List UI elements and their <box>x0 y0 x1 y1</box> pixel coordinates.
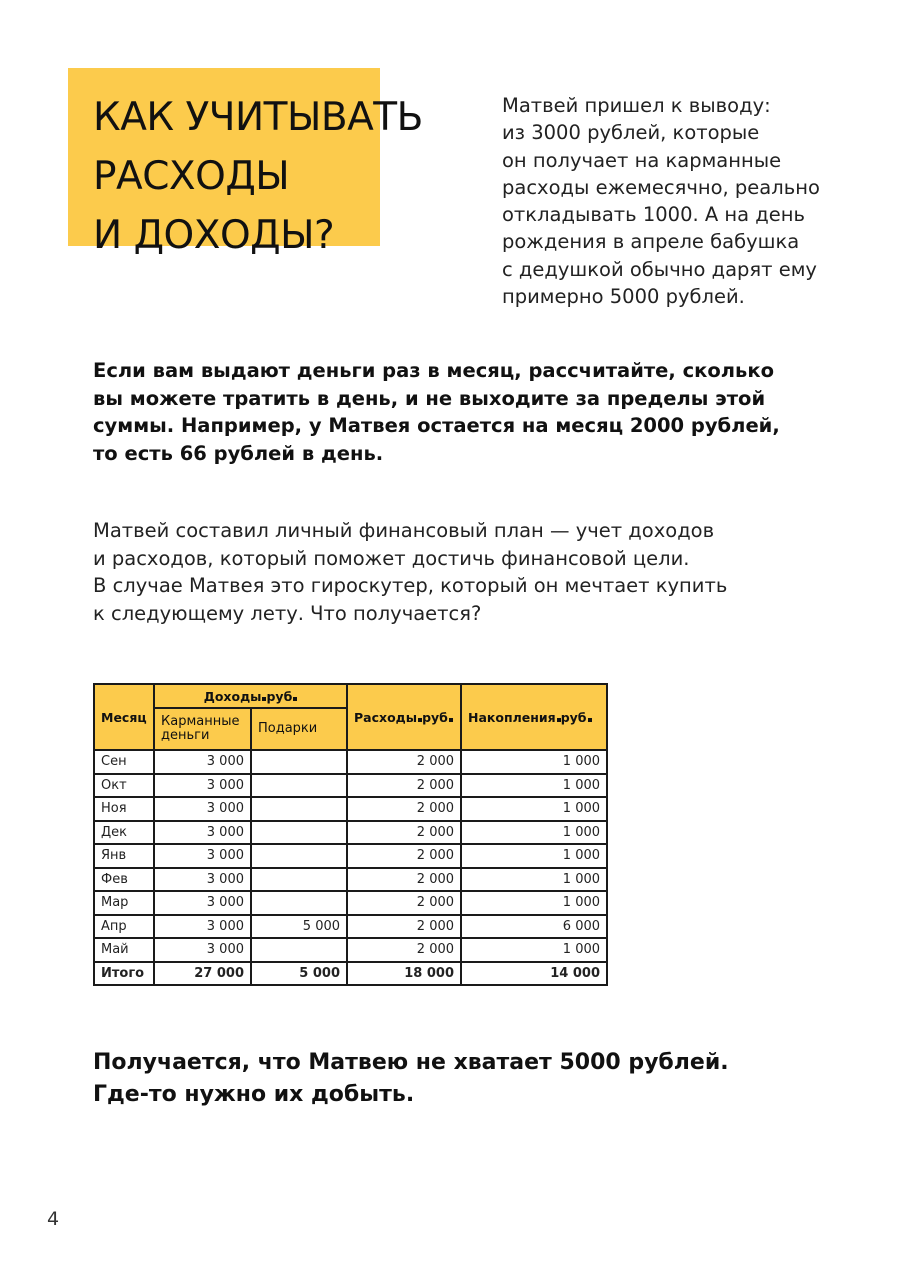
cell-month: Май <box>94 938 154 962</box>
cell-expenses: 2 000 <box>347 774 461 798</box>
cell-savings: 1 000 <box>461 774 607 798</box>
cell-month: Окт <box>94 774 154 798</box>
table-row <box>94 797 607 821</box>
cell-month: Апр <box>94 915 154 939</box>
table-row <box>94 915 607 939</box>
conclusion-line: Где-то нужно их добыть. <box>93 1082 415 1107</box>
title-line-1: КАК УЧИТЫВАТЬ <box>93 95 423 140</box>
cell-pocket: 3 000 <box>154 844 251 868</box>
plan-line: и расходов, который поможет достичь финансовой цели. <box>93 546 690 570</box>
cell-savings: 1 000 <box>461 797 607 821</box>
tip-line: Если вам выдают деньги раз в месяц, рассчитайте, сколько <box>93 359 775 382</box>
header-pocket-money: Карманные деньги <box>154 708 251 750</box>
cell-gifts <box>251 844 347 868</box>
cell-expenses: 2 000 <box>347 821 461 845</box>
cell-savings: 1 000 <box>461 868 607 892</box>
side-note-line: откладывать 1000. А на день <box>502 203 806 227</box>
cell-savings: 1 000 <box>461 750 607 774</box>
header-gifts: Подарки <box>251 708 347 750</box>
cell-expenses: 2 000 <box>347 868 461 892</box>
cell-pocket: 3 000 <box>154 750 251 774</box>
cell-pocket: 3 000 <box>154 797 251 821</box>
cell-month: Ноя <box>94 797 154 821</box>
cell-gifts: 5 000 <box>251 915 347 939</box>
tip-line: вы можете тратить в день, и не выходите за пределы этой <box>93 386 766 410</box>
cell-expenses: 2 000 <box>347 844 461 868</box>
cell-total-gifts: 5 000 <box>251 962 347 986</box>
table-row <box>94 868 607 892</box>
cell-month: Мар <box>94 891 154 915</box>
cell-gifts <box>251 774 347 798</box>
header-month: Месяц <box>94 684 154 750</box>
conclusion <box>93 1047 853 1111</box>
table-row <box>94 844 607 868</box>
table-row <box>94 774 607 798</box>
title-line-3: И ДОХОДЫ? <box>93 213 335 258</box>
plan-line: В случае Матвея это гироскутер, который он мечтает купить <box>93 574 728 597</box>
cell-savings: 1 000 <box>461 891 607 915</box>
cell-total-expenses: 18 000 <box>347 962 461 986</box>
cell-pocket: 3 000 <box>154 891 251 915</box>
cell-savings: 1 000 <box>461 938 607 962</box>
side-note-line: примерно 5000 рублей. <box>502 285 745 309</box>
cell-gifts <box>251 821 347 845</box>
cell-pocket: 3 000 <box>154 915 251 939</box>
table-row <box>94 750 607 774</box>
table-row <box>94 821 607 845</box>
side-note-line: он получает на карманные <box>502 148 782 172</box>
cell-month: Фев <box>94 868 154 892</box>
cell-savings: 6 000 <box>461 915 607 939</box>
side-note-line: из 3000 рублей, которые <box>502 121 760 145</box>
tip-paragraph <box>93 357 853 467</box>
table-row <box>94 891 607 915</box>
conclusion-line: Получается, что Матвею не хватает 5000 рублей. <box>93 1050 729 1075</box>
cell-expenses: 2 000 <box>347 750 461 774</box>
cell-savings: 1 000 <box>461 844 607 868</box>
side-note-line: с дедушкой обычно дарят ему <box>502 257 817 281</box>
cell-gifts <box>251 938 347 962</box>
tip-line: суммы. Например, у Матвея остается на месяц 2000 рублей, <box>93 414 780 437</box>
side-note-line: расходы ежемесячно, реально <box>502 175 820 199</box>
cell-total-label: Итого <box>94 962 154 986</box>
cell-expenses: 2 000 <box>347 797 461 821</box>
cell-month: Сен <box>94 750 154 774</box>
header-income: Доходы руб <box>154 684 347 708</box>
cell-gifts <box>251 891 347 915</box>
cell-pocket: 3 000 <box>154 938 251 962</box>
side-note <box>502 92 882 310</box>
cell-total-pocket: 27 000 <box>154 962 251 986</box>
cell-month: Янв <box>94 844 154 868</box>
cell-month: Дек <box>94 821 154 845</box>
side-note-line: рождения в апреле бабушка <box>502 230 800 254</box>
table-total-row <box>94 962 607 986</box>
header-expenses: Расходы руб <box>347 684 461 750</box>
cell-expenses: 2 000 <box>347 915 461 939</box>
side-note-line: Матвей пришел к выводу: <box>502 94 771 117</box>
cell-gifts <box>251 797 347 821</box>
cell-expenses: 2 000 <box>347 938 461 962</box>
table-row <box>94 938 607 962</box>
plan-line: к следующему лету. Что получается? <box>93 601 482 625</box>
plan-paragraph <box>93 517 853 627</box>
cell-pocket: 3 000 <box>154 774 251 798</box>
page-title <box>93 88 493 265</box>
cell-expenses: 2 000 <box>347 891 461 915</box>
tip-line: то есть 66 рублей в день. <box>93 441 384 465</box>
page-number: 4 <box>47 1208 60 1230</box>
cell-pocket: 3 000 <box>154 821 251 845</box>
cell-pocket: 3 000 <box>154 868 251 892</box>
cell-total-savings: 14 000 <box>461 962 607 986</box>
plan-line: Матвей составил личный финансовый план — учет доходов <box>93 519 715 542</box>
header-savings: Накопления руб <box>461 684 607 750</box>
cell-savings: 1 000 <box>461 821 607 845</box>
financial-plan-table <box>93 683 608 986</box>
cell-gifts <box>251 868 347 892</box>
title-line-2: РАСХОДЫ <box>93 154 290 199</box>
cell-gifts <box>251 750 347 774</box>
